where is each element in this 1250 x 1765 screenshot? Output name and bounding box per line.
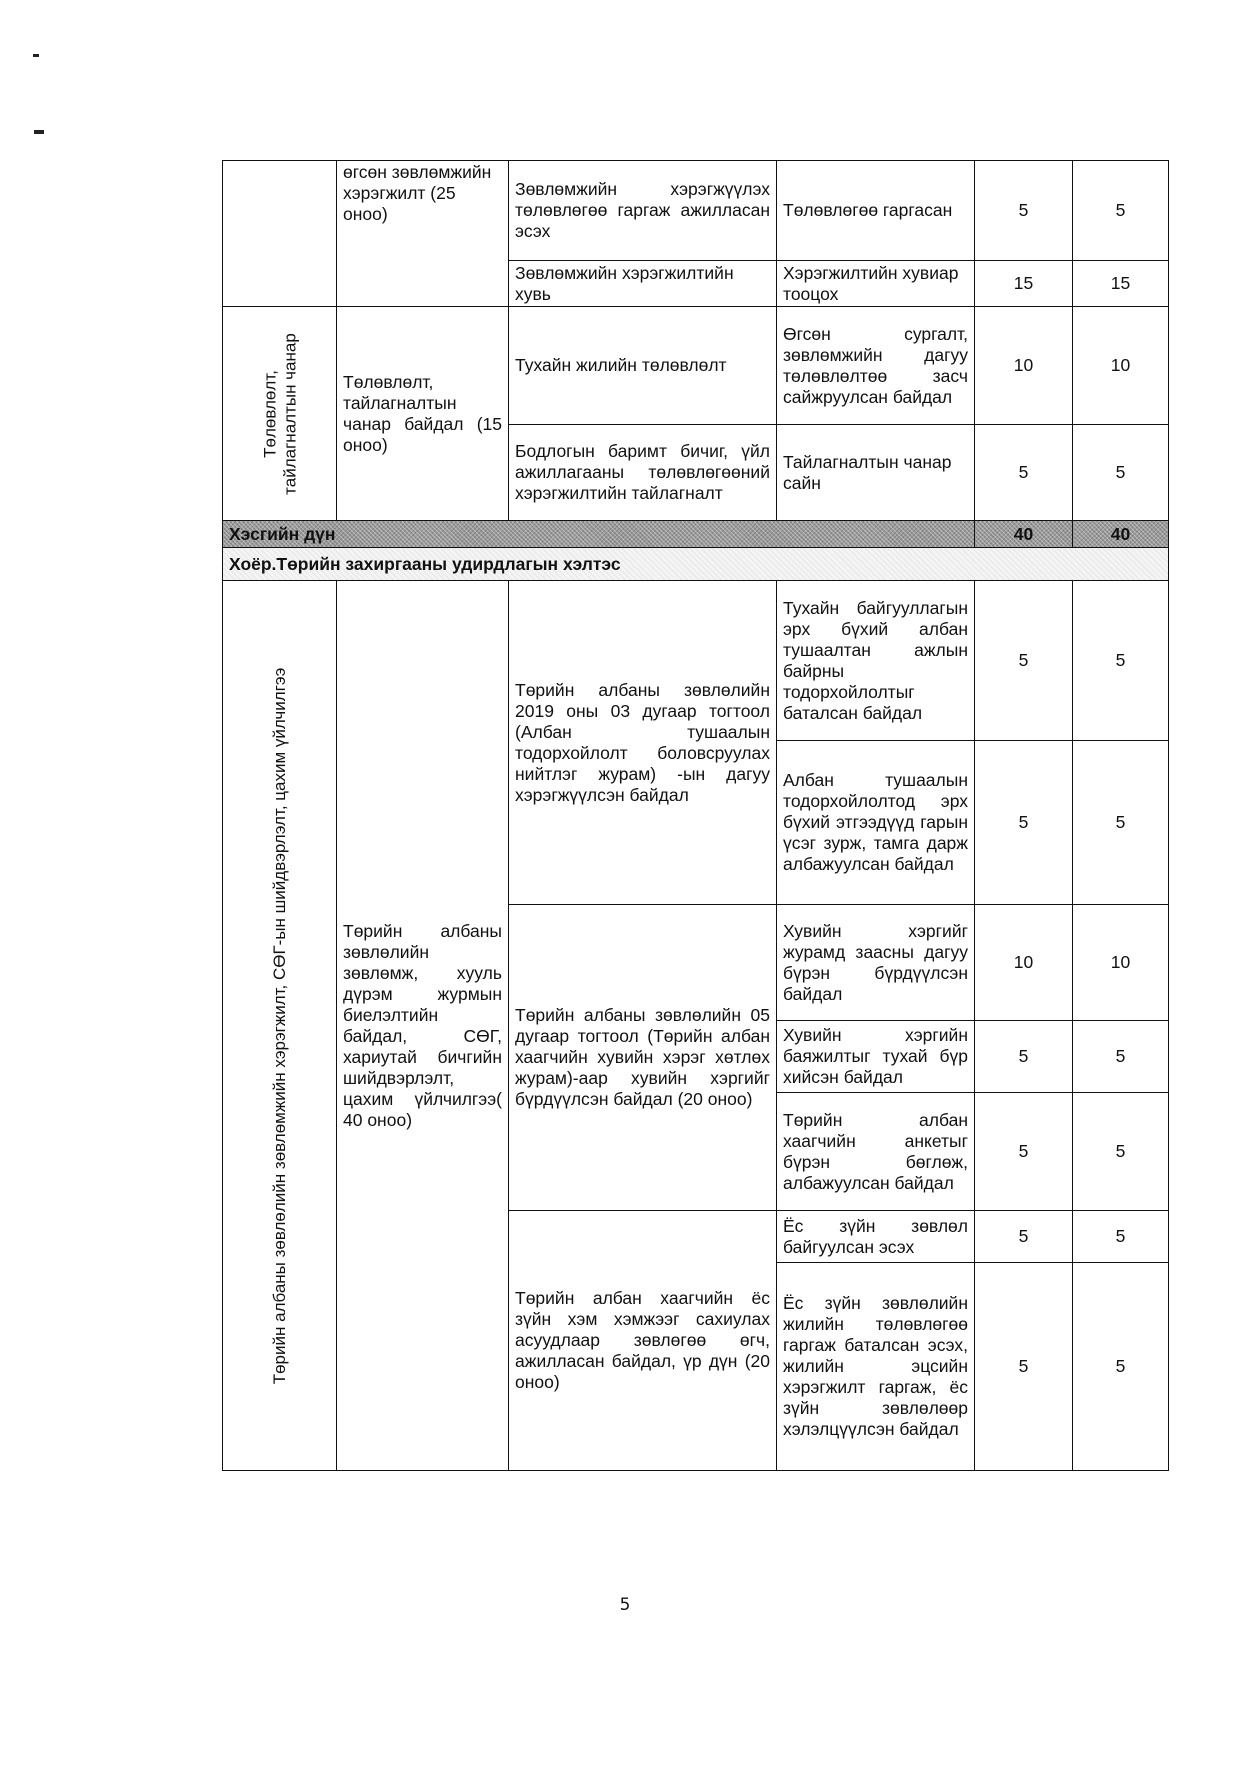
max-score-cell: 5 [975, 161, 1073, 261]
category-cell-empty [223, 161, 337, 307]
max-score-cell: 5 [975, 425, 1073, 521]
score-cell: 5 [1073, 161, 1169, 261]
section-title: Хоёр.Төрийн захиргааны удирдлагын хэлтэс [223, 548, 1169, 581]
section-header-row [223, 548, 1169, 581]
scan-speck [33, 54, 39, 57]
subtotal-score: 40 [1073, 521, 1169, 548]
measure-cell: Ёс зүйн зөвлөлийн жилийн төлөвлөгөө гаргаж баталсан эсэх, жилийн эцсийн хэрэгжилт гаргаж, ёс зүйн зөвлөлөөр хэлэлцүүлсэн байдал [777, 1263, 975, 1471]
subtotal-row [223, 521, 1169, 548]
indicator-cell: Төрийн албаны зөвлөлийн 2019 оны 03 дугаар тогтоол (Албан тушаалын тодорхойлолт боловсруулах нийтлэг журам) -ын дагуу хэрэгжүүлсэн байдал [509, 581, 777, 905]
measure-cell: Төлөвлөгөө гаргасан [777, 161, 975, 261]
measure-cell: Хувийн хэргийн баяжилтыг тухай бүр хийсэн байдал [777, 1021, 975, 1093]
score-cell: 10 [1073, 307, 1169, 425]
indicator-cell: Төрийн албан хаагчийн ёс зүйн хэм хэмжээг сахиулах асуудлаар зөвлөгөө өгч, ажилласан байдал, үр дүн (20 оноо) [509, 1211, 777, 1471]
indicator-cell: Тухайн жилийн төлөвлөлт [509, 307, 777, 425]
score-cell: 5 [1073, 1093, 1169, 1211]
table-row [223, 161, 1169, 261]
measure-cell: Төрийн албан хаагчийн анкетыг бүрэн бөглөж, албажуулсан байдал [777, 1093, 975, 1211]
scan-speck [34, 130, 44, 134]
score-cell: 15 [1073, 261, 1169, 307]
measure-cell: Ёс зүйн зөвлөл байгуулсан эсэх [777, 1211, 975, 1263]
indicator-cell: Зөвлөмжийн хэрэгжилтийн хувь [509, 261, 777, 307]
score-cell: 5 [1073, 1211, 1169, 1263]
category-label: Төрийн албаны зөвлөлийн зөвлөмжийн хэрэгжилт, СӨГ-ын шийдвэрлэлт, цахим үйлчилгээ [269, 667, 289, 1384]
max-score-cell: 5 [975, 581, 1073, 741]
max-score-cell: 5 [975, 1211, 1073, 1263]
category-cell [223, 307, 337, 521]
score-cell: 10 [1073, 905, 1169, 1021]
criterion-cell: Төрийн албаны зөвлөлийн зөвлөмж, хууль дүрэм журмын биелэлтийн байдал, СӨГ, хариутай бичгийн шийдвэрлэлт, цахим үйлчилгээ( 40 оноо) [337, 581, 509, 1471]
max-score-cell: 15 [975, 261, 1073, 307]
measure-cell: Хэрэгжилтийн хувиар тооцох [777, 261, 975, 307]
table-row [223, 307, 1169, 425]
max-score-cell: 5 [975, 1093, 1073, 1211]
score-cell: 5 [1073, 425, 1169, 521]
max-score-cell: 5 [975, 1021, 1073, 1093]
score-cell: 5 [1073, 581, 1169, 741]
score-cell: 5 [1073, 1263, 1169, 1471]
indicator-cell: Төрийн албаны зөвлөлийн 05 дугаар тогтоол (Төрийн албан хаагчийн хувийн хэрэг хөтлөх журам)-аар хувийн хэргийг бүрдүүлсэн байдал (20 оноо) [509, 905, 777, 1211]
criterion-cell: өгсөн зөвлөмжийн хэрэгжилт (25 оноо) [337, 161, 509, 307]
measure-cell: Тайлагналтын чанар сайн [777, 425, 975, 521]
score-cell: 5 [1073, 1021, 1169, 1093]
category-cell [223, 581, 337, 1471]
evaluation-table [222, 160, 1169, 1471]
max-score-cell: 5 [975, 741, 1073, 905]
category-label: Төлөвлөлт, тайлагналтын чанар [259, 332, 299, 495]
measure-cell: Тухайн байгууллагын эрх бүхий албан тушаалтан ажлын байрны тодорхойлолтыг баталсан байдал [777, 581, 975, 741]
measure-cell: Албан тушаалын тодорхойлолтод эрх бүхий этгээдүүд гарын үсэг зурж, тамга дарж албажуулсан байдал [777, 741, 975, 905]
score-cell: 5 [1073, 741, 1169, 905]
page-number: 5 [619, 1595, 631, 1615]
indicator-cell: Зөвлөмжийн хэрэгжүүлэх төлөвлөгөө гаргаж ажилласан эсэх [509, 161, 777, 261]
measure-cell: Хувийн хэргийг журамд заасны дагуу бүрэн бүрдүүлсэн байдал [777, 905, 975, 1021]
subtotal-max: 40 [975, 521, 1073, 548]
measure-cell: Өгсөн сургалт, зөвлөмжийн дагуу төлөвлөлтөө засч сайжруулсан байдал [777, 307, 975, 425]
subtotal-label: Хэсгийн дүн [223, 521, 975, 548]
max-score-cell: 5 [975, 1263, 1073, 1471]
criterion-cell: Төлөвлөлт, тайлагналтын чанар байдал (15 оноо) [337, 307, 509, 521]
max-score-cell: 10 [975, 905, 1073, 1021]
indicator-cell: Бодлогын баримт бичиг, үйл ажиллагааны төлөвлөгөөний хэрэгжилтийн тайлагналт [509, 425, 777, 521]
table-row [223, 581, 1169, 741]
max-score-cell: 10 [975, 307, 1073, 425]
